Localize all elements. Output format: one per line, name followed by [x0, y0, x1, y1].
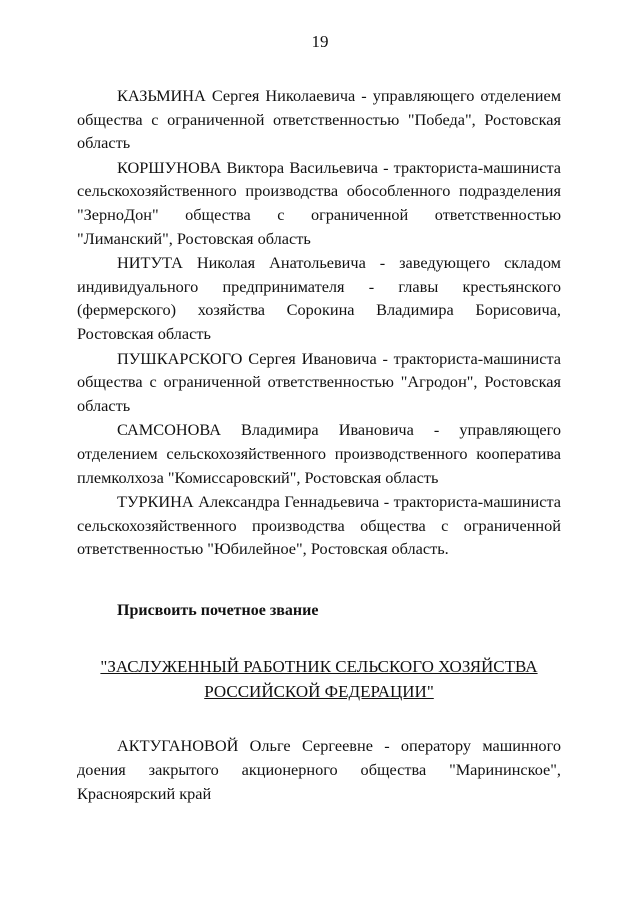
document-body	[77, 84, 561, 806]
honorary-title	[77, 654, 561, 704]
award-entry: АКТУГАНОВОЙ Ольге Сергеевне - оператору машинного доения закрытого акционерного общества "Марининское", Красноярский край	[77, 736, 561, 803]
decree-heading: Присвоить почетное звание	[117, 601, 319, 619]
page-number: 19	[311, 32, 329, 51]
award-entry: ТУРКИНА Александра Геннадьевича - тракториста-машиниста сельскохозяйственного производства общества с ограниченной ответственностью "Юбилейное", Ростовская область.	[77, 492, 561, 559]
award-entry: САМСОНОВА Владимира Ивановича - управляющего отделением сельскохозяйственного производственного кооператива племколхоза "Комиссаровский", Ростовская область	[77, 420, 561, 487]
award-entry: НИТУТА Николая Анатольевича - заведующего складом индивидуального предпринимателя - главы крестьянского (фермерского) хозяйства Сорокина Владимира Борисовича, Ростовская область	[77, 253, 561, 343]
award-entry: ПУШКАРСКОГО Сергея Ивановича - тракториста-машиниста общества с ограниченной ответственностью "Агродон", Ростовская область	[77, 348, 561, 415]
honorary-title-line-1: "ЗАСЛУЖЕННЫЙ РАБОТНИК СЕЛЬСКОГО ХОЗЯЙСТВА	[100, 657, 538, 677]
honorary-title-line-2: РОССИЙСКОЙ ФЕДЕРАЦИИ"	[204, 682, 434, 702]
award-entry: КАЗЬМИНА Сергея Николаевича - управляющего отделением общества с ограниченной ответственностью "Победа", Ростовская область	[77, 86, 561, 153]
award-entry: КОРШУНОВА Виктора Васильевича - тракториста-машиниста сельскохозяйственного производства обособленного подразделения "ЗерноДон" общества с ограниченной ответственностью "Лиманский", Ростовская область	[77, 157, 561, 248]
